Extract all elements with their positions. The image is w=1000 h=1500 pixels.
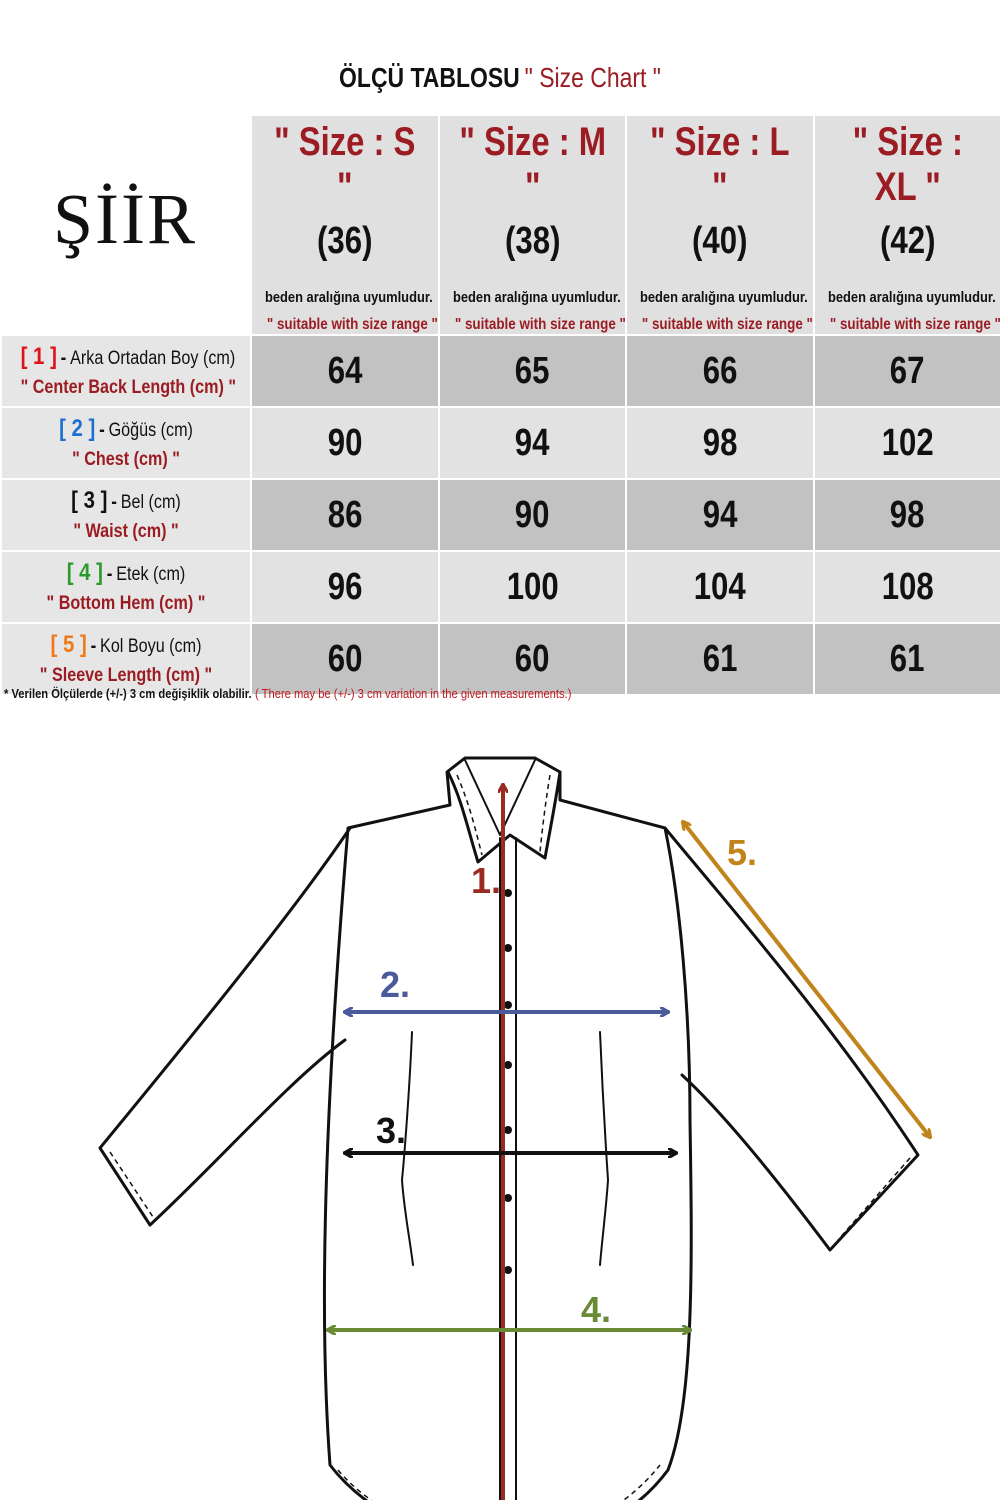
measurement-name-en: " Waist (cm) " xyxy=(73,521,179,543)
measurement-name-tr: Kol Boyu (cm) xyxy=(100,636,202,658)
measurement-label xyxy=(1,335,251,407)
value-text: 94 xyxy=(514,421,550,464)
footnote xyxy=(4,686,571,701)
value-text: 60 xyxy=(514,637,550,680)
fit-note-en: " suitable with size range " xyxy=(829,316,1000,333)
measurement-value xyxy=(814,407,1000,479)
value-text: 65 xyxy=(514,349,550,392)
value-text: 104 xyxy=(693,565,746,608)
measurement-value xyxy=(814,551,1000,623)
measurement-number: [ 3 ] xyxy=(71,487,108,515)
value-text: 66 xyxy=(702,349,738,392)
measurement-label xyxy=(1,551,251,623)
measurement-label xyxy=(1,623,251,695)
measurement-dash: - xyxy=(60,347,67,370)
measurement-dash: - xyxy=(111,491,117,514)
measurement-row xyxy=(1,479,1000,551)
measurement-name-tr: Göğüs (cm) xyxy=(108,420,193,442)
measurement-value xyxy=(439,335,627,407)
left-sleeve-outline xyxy=(100,828,350,1225)
measurement-number: [ 1 ] xyxy=(20,343,57,371)
measurement-number: [ 4 ] xyxy=(66,559,103,587)
measurement-value xyxy=(439,479,627,551)
measurement-name-tr: Etek (cm) xyxy=(116,564,186,586)
size-number: (38) xyxy=(504,220,560,262)
fit-note-tr: beden aralığına uyumludur. xyxy=(264,289,433,306)
shirt-measurement-diagram xyxy=(0,740,1000,1500)
size-label: " Size : M " xyxy=(458,120,606,209)
measurement-value xyxy=(251,623,439,695)
value-text: 61 xyxy=(702,637,738,680)
size-label: " Size : XL " xyxy=(852,120,963,209)
fit-note-tr: beden aralığına uyumludur. xyxy=(639,289,808,306)
measurement-row xyxy=(1,551,1000,623)
value-text: 64 xyxy=(327,349,363,392)
measurement-row xyxy=(1,407,1000,479)
fit-note-en: " suitable with size range " xyxy=(641,316,813,333)
brand-logo: ŞİİR xyxy=(52,179,198,259)
measurement-name-en: " Center Back Length (cm) " xyxy=(20,377,237,399)
size-label: " Size : S " xyxy=(274,120,416,209)
label-4: 4. xyxy=(581,1289,612,1330)
title-turkish: ÖLÇÜ TABLOSU xyxy=(339,62,520,93)
measurement-dash: - xyxy=(90,635,97,658)
size-label: " Size : L " xyxy=(649,120,790,209)
value-text: 98 xyxy=(889,493,925,536)
sleeve-arrow xyxy=(683,822,930,1137)
size-header-xl xyxy=(814,115,1000,335)
label-3: 3. xyxy=(376,1110,407,1151)
fit-note-en: " suitable with size range " xyxy=(454,316,626,333)
measurement-label xyxy=(1,479,251,551)
measurement-name-en: " Chest (cm) " xyxy=(72,449,180,471)
value-text: 90 xyxy=(327,421,363,464)
title-english: " Size Chart " xyxy=(524,62,661,93)
size-number: (36) xyxy=(317,220,373,262)
footnote-english: ( There may be (+/-) 3 cm variation in the given measurements.) xyxy=(255,686,572,701)
measurement-dash: - xyxy=(106,563,113,586)
label-1: 1. xyxy=(471,860,502,901)
measurement-number: [ 2 ] xyxy=(59,415,96,443)
measurement-value xyxy=(814,335,1000,407)
measurement-name-tr: Arka Ortadan Boy (cm) xyxy=(70,348,236,370)
measurement-value xyxy=(814,623,1000,695)
fit-note-en: " suitable with size range " xyxy=(266,316,438,333)
measurement-row xyxy=(1,623,1000,695)
measurement-dash: - xyxy=(99,419,105,442)
measurement-value xyxy=(251,551,439,623)
value-text: 86 xyxy=(327,493,363,536)
measurement-value xyxy=(626,551,814,623)
measurement-value xyxy=(814,479,1000,551)
measurement-value xyxy=(439,623,627,695)
measurement-number: [ 5 ] xyxy=(50,631,87,659)
measurement-label xyxy=(1,407,251,479)
value-text: 61 xyxy=(889,637,925,680)
measurement-value xyxy=(626,335,814,407)
footnote-turkish: * Verilen Ölçülerde (+/-) 3 cm değişiklik olabilir. xyxy=(4,686,252,701)
value-text: 98 xyxy=(702,421,738,464)
value-text: 67 xyxy=(889,349,925,392)
value-text: 108 xyxy=(881,565,934,608)
label-5: 5. xyxy=(727,832,758,873)
measurement-name-en: " Bottom Hem (cm) " xyxy=(46,593,206,615)
size-number: (40) xyxy=(692,220,748,262)
value-text: 90 xyxy=(514,493,550,536)
measurement-value xyxy=(251,407,439,479)
value-text: 102 xyxy=(881,421,934,464)
measurement-row xyxy=(1,335,1000,407)
size-header-m xyxy=(439,115,627,335)
value-text: 96 xyxy=(327,565,363,608)
fit-note-tr: beden aralığına uyumludur. xyxy=(452,289,621,306)
size-header-s xyxy=(251,115,439,335)
measurement-value xyxy=(439,407,627,479)
value-text: 94 xyxy=(702,493,738,536)
measurement-value xyxy=(626,479,814,551)
chart-title xyxy=(90,62,910,94)
measurement-name-tr: Bel (cm) xyxy=(120,492,181,514)
right-sleeve-outline xyxy=(665,828,918,1250)
size-header-l xyxy=(626,115,814,335)
size-number: (42) xyxy=(879,220,935,262)
measurement-value xyxy=(251,479,439,551)
measurement-value xyxy=(626,407,814,479)
value-text: 100 xyxy=(506,565,559,608)
measurement-name-en: " Sleeve Length (cm) " xyxy=(39,665,213,687)
measurement-value xyxy=(251,335,439,407)
value-text: 60 xyxy=(327,637,363,680)
shirt-buttons xyxy=(504,889,512,1274)
measurement-value xyxy=(626,623,814,695)
fit-note-tr: beden aralığına uyumludur. xyxy=(827,289,996,306)
label-2: 2. xyxy=(380,964,411,1005)
measurement-value xyxy=(439,551,627,623)
